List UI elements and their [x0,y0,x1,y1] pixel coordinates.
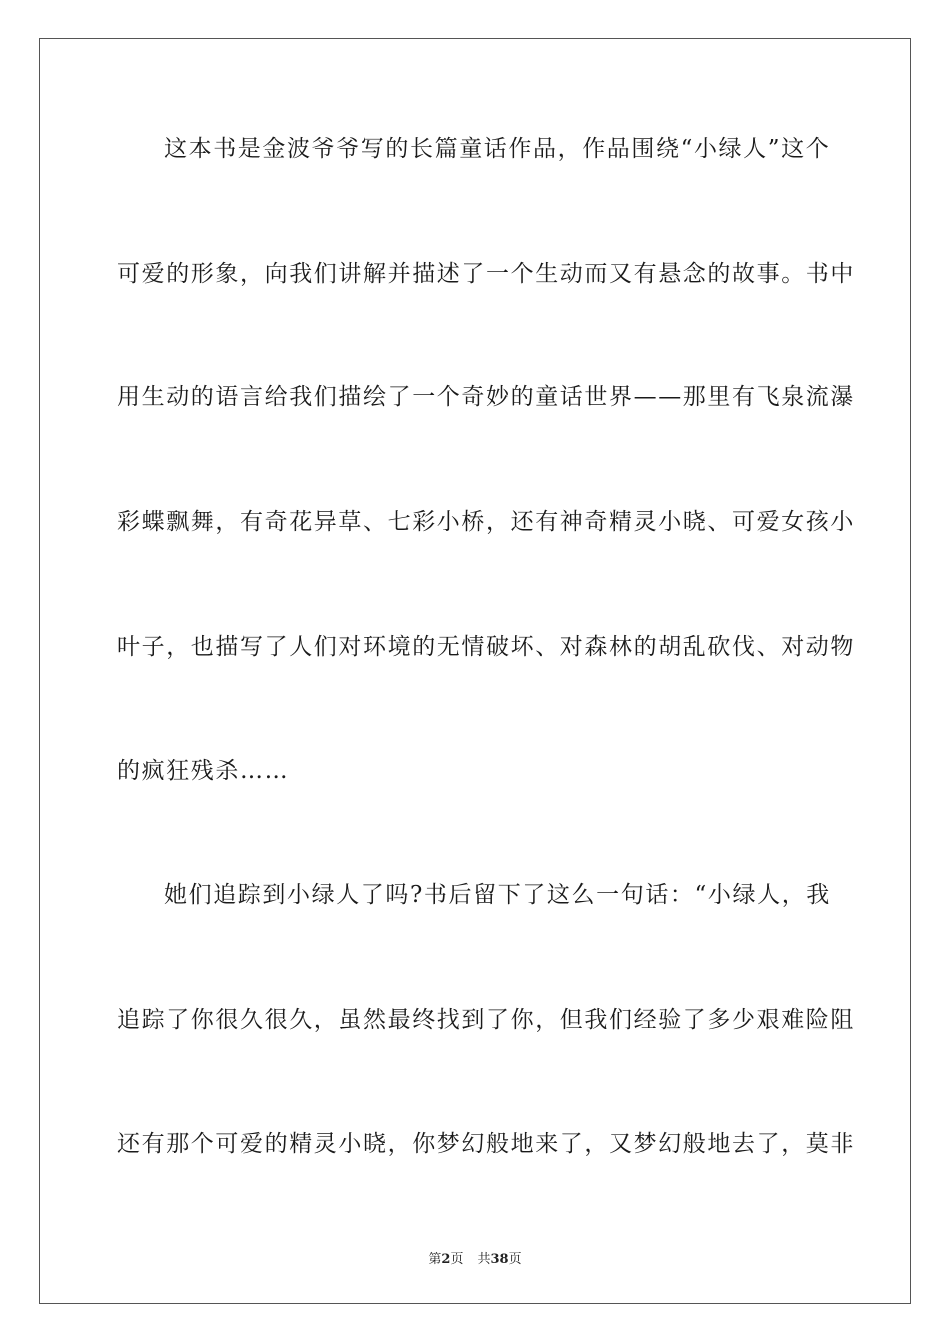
page-footer [0,1248,950,1267]
paragraph-2-line-3: 还有那个可爱的精灵小晓，你梦幻般地来了，又梦幻般地去了，莫非 [117,1131,855,1157]
page-prefix: 第 [428,1252,442,1267]
total-pages: 38 [490,1252,509,1267]
paragraph-2-line-1: 她们追踪到小绿人了吗?书后留下了这么一句话：“小绿人，我 [164,882,831,908]
paragraph-1-line-4: 彩蝶飘舞，有奇花异草、七彩小桥，还有神奇精灵小晓、可爱女孩小 [117,509,855,535]
total-suffix: 页 [508,1252,522,1267]
paragraph-1-line-2: 可爱的形象，向我们讲解并描述了一个生动而又有悬念的故事。书中 [117,261,855,287]
paragraph-2-line-2: 追踪了你很久很久，虽然最终找到了你，但我们经验了多少艰难险阻 [117,1007,855,1033]
paragraph-1-line-3: 用生动的语言给我们描绘了一个奇妙的童话世界——那里有飞泉流瀑 [117,384,855,410]
paragraph-1-line-5: 叶子，也描写了人们对环境的无情破坏、对森林的胡乱砍伐、对动物 [117,634,855,660]
page-suffix: 页 [450,1252,464,1267]
paragraph-1-line-6: 的疯狂残杀…… [117,758,290,784]
paragraph-1-line-1: 这本书是金波爷爷写的长篇童话作品，作品围绕“小绿人”这个 [164,136,831,162]
page-border [39,38,911,1304]
total-prefix: 共 [477,1252,491,1267]
page-number: 2 [441,1252,451,1267]
